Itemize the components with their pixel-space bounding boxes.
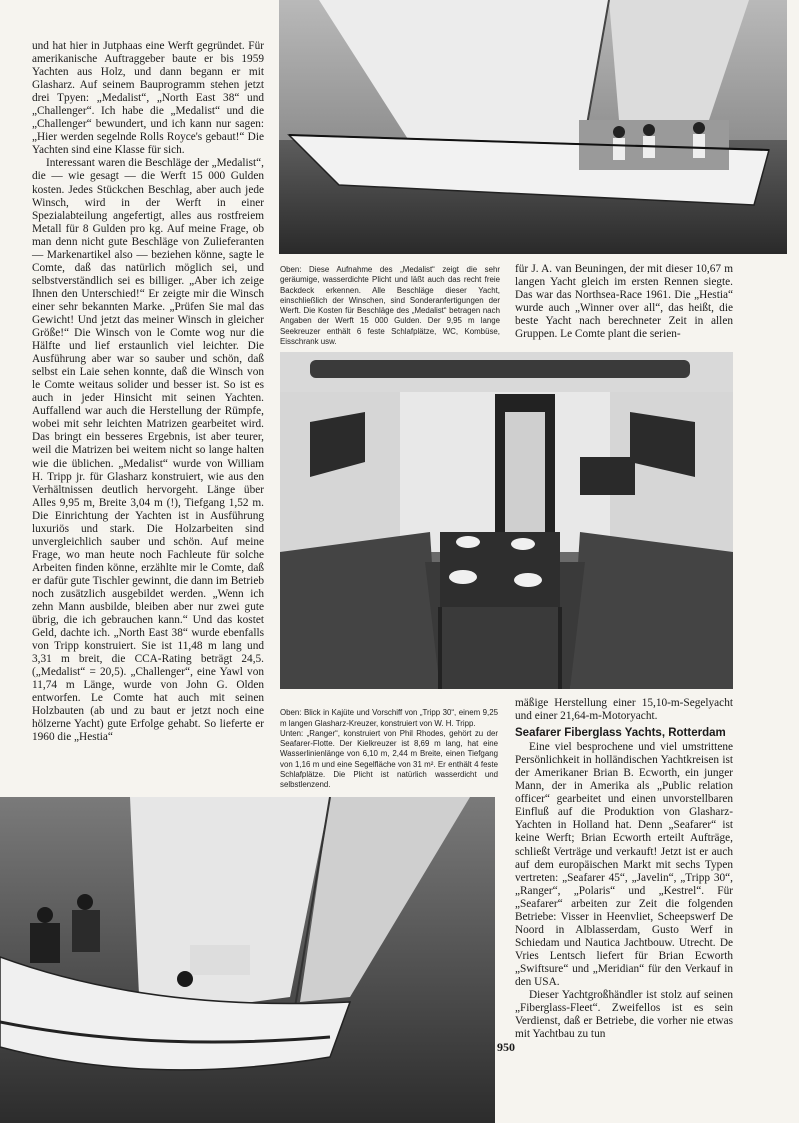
caption-cabin-ranger (280, 698, 498, 791)
paragraph-6: Dieser Yachtgroßhändler ist stolz auf seinen „Fiberglass-Fleet“. Zweifellos ist es sein Verdienst, daß er Betriebe, die vorher nie etwas mit Yachtbau zu tun (515, 989, 733, 1041)
article-column-1 (32, 40, 264, 780)
caption-medalist: Oben: Diese Aufnahme des „Medalist“ zeigt die sehr geräumige, wasserdichte Plicht und läßt auch das recht freie Backdeck erkennen. Alle Beschläge dieser Yacht, einschließlich der Winschen, sind Sonderanfertigungen der Werft. Die Kosten für Beschläge des „Medalist“ betragen nach Angaben der Werft 15 000 Gulden. Der 9,95 m lange Seekreuzer enthält 6 feste Schlafplätze, WC, Kombüse, Eisschrank usw. (280, 265, 500, 347)
page-number: 950 (497, 1040, 515, 1054)
paragraph-5: Eine viel besprochene und viel umstrittene Persönlichkeit in holländischen Yachtkreisen ist der Amerikaner Brian B. Ecworth, ein junger Mann, der in Amerika als „Public relation officer“ gearbeitet und einen unvorstellbaren Einfluß auf die Produktion von Glasharz-Yachten in Holland hat. Denn „Seafarer“ ist keine Werft; Brian Ecworth erteilt Aufträge, schließt Verträge und verkauft! Jetzt ist er auch auf dem europäischen Markt mit sechs Typen vertreten: „Seafarer 45“, „Javelin“, „Tripp 30“, „Ranger“, „Polaris“ und „Kestrel“. Für „Seafarer“ arbeiten zur Zeit die folgenden Betriebe: Visser in Heenvliet, Scheepswerf De Noord in Alblasserdam, Gusto Werf in Schiedam und Nautica Jachtbouw. Utrecht. De Vries Lentsch liefert für Brian Ecworth „Swiftsure“ und „Meridian“ für den Verkauf in den USA. (515, 741, 733, 988)
article-column-3-bottom (515, 697, 733, 1041)
paragraph-4: mäßige Herstellung einer 15,10-m-Segelyacht und einer 21,64-m-Motoryacht. (515, 697, 733, 723)
medalist-photo (279, 0, 787, 254)
cabin-interior-photo (280, 352, 733, 689)
caption-cabin-ranger-text: Oben: Blick in Kajüte und Vorschiff von „Tripp 30“, einem 9,25 m langen Glasharz-Kreuzer, konstruiert von W. H. Tripp. Unten: „Ranger“, konstruiert von Phil Rhodes, gehört zu der Seafarer-Flotte. Der Kielkreuzer ist 8,69 m lang, hat eine Wasserlinienlänge von 6,10 m, 2,44 m Breite, einen Tiefgang von 1,16 m und eine Segelfläche von 31 m². Er enthält 4 feste Schlafplätze. Die Plicht ist natürlich wasserdicht und selbstlenzend. (280, 708, 498, 790)
article-column-3-top (515, 263, 733, 341)
paragraph-2: Interessant waren die Beschläge der „Medalist“, die — wie gesagt — die Werft 15 000 Gulden kosten. Jedes Stückchen Beschlag, aber auch jede Winsch, wird in der Werft in einer Spezialabteilung angefertigt, alles aus rostfreiem Metall für 8 Gulden pro kg. Auf meine Frage, ob man denn nicht gute Beschläge von Zulieferanten — Markenartikel also — beziehen könne, sagte le Comte, daß das natürlich möglich sei, und selbstverständlich sei es billiger. „Aber ich zeige Ihnen den Unterschied!“ Er zeigte mir die Winsch einer sehr bekannten Marke. „Prüfen Sie mal das Gewicht! Und jetzt das meiner Winsch in gleicher Größe!“ Die Winsch von le Comte wog nur die Hälfte und lief erstaunlich viel leichter. Die Ausführung aber war so sauber und schön, daß selbst ein Laie sehen konnte, daß die Winsch von le Comte weitaus solider und besser ist. So ist es auch in jeder Hinsicht mit seinen Yachten. Auffallend war auch die Herstellung der Rümpfe, wobei mit sehr leichten Matrizen gearbeitet wird. Das bringt ein besseres Ergebnis, ist aber teurer, weil die Matrizen bei weitem nicht so lange halten wie die üblichen. „Medalist“ wurde von William H. Tripp jr. für Glasharz konstruiert, wie aus den Verhältnissen deutlich hervorgeht. Länge über Alles 9,95 m, Breite 3,04 m (!), Tiefgang 1,52 m. Die Einrichtung der Yachten ist in Ausführung luxuriös und stark. Die Holzarbeiten sind unvergleichlich sauber und schön. Auf meine Frage, wo man heute noch Fachleute für solche Arbeiten finden könne, erzählte mir le Comte, daß er dafür gute Tischler gewinnt, die dann im Betrieb noch zusätzlich ausgebildet werden. „Wenn ich zehn Mann ausbilde, bleiben aber nur zwei gute übrig, die ich gebrauchen kann.“ Und das kostet Geld, dachte ich. „North East 38“ wurde ebenfalls von Tripp konstruiert. Sie ist 11,48 m lang und 3,31 m breit, die CCA-Rating beträgt 24,5. („Medalist“ = 20,5). „Challenger“, eine Yawl von 11,74 m Länge, wurde von John G. Olden entworfen. Le Comte hat auch mit seinen Holzbauten (ab und zu baut er jetzt noch eine hölzerne Yacht) gute Erfolge gehabt. So lieferte er 1960 die „Hestia“ (32, 157, 264, 744)
section-heading: Seafarer Fiberglass Yachts, Rotterdam (515, 727, 726, 740)
ranger-photo (0, 797, 495, 1123)
paragraph-1: und hat hier in Jutphaas eine Werft gegründet. Für amerikanische Auftraggeber baute er bis 1959 Yachten aus Holz, und dann begann er mit Glasharz. Auf seinem Bauprogramm stehen jetzt drei Tpyen: „Medalist“, „North East 38“ und „Challenger“. Ich habe die „Medalist“ und die „Challenger“ bewundert, und ich kann nur sagen: „Hier werden segelnde Rolls Royce's gebaut!“ Die Yachten sind eine Klasse für sich. (32, 40, 264, 157)
paragraph-3: für J. A. van Beuningen, der mit dieser 10,67 m langen Yacht gleich im ersten Rennen siegte. Das war das Northsea-Race 1961. Die „Hestia“ wurde auch „Winner over all“, das heißt, die beste Yacht nach berechneter Zeit in allen Gruppen. Le Comte plant die serien- (515, 263, 733, 341)
